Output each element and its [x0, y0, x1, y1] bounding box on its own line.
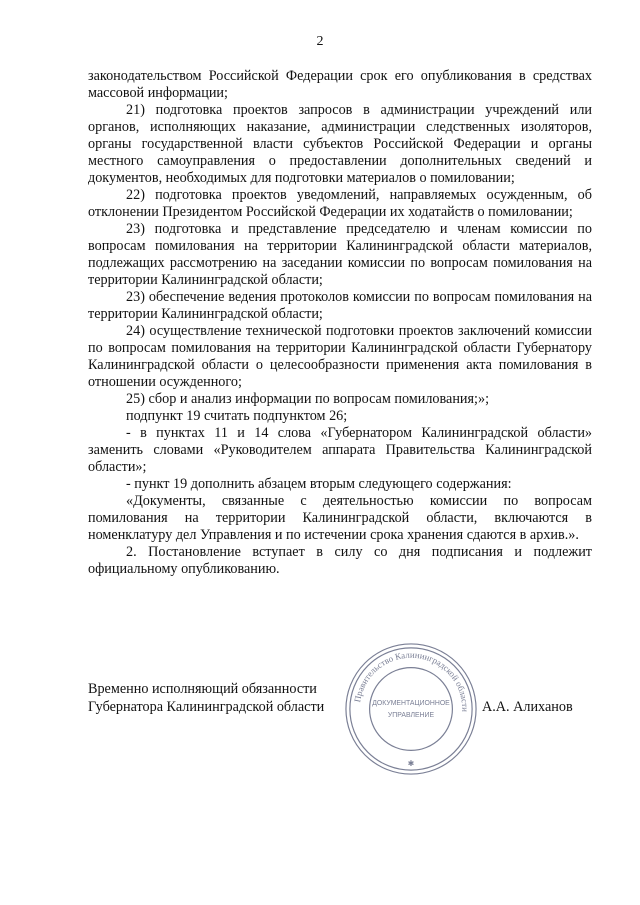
paragraph-continuation: законодательством Российской Федерации срок его опубликования в средствах массовой информации;: [88, 68, 592, 101]
signature-position-line2: Губернатора Калининградской области: [88, 699, 325, 715]
paragraph-add-clause: - пункт 19 дополнить абзацем вторым следующего содержания:: [126, 476, 512, 492]
page-number: 2: [316, 34, 324, 49]
seal-outer-ring-inner: [350, 648, 472, 770]
signature-position-line1: Временно исполняющий обязанности: [88, 681, 317, 697]
paragraph-effective-date: 2. Постановление вступает в силу со дня подписания и подлежит официальному опубликованию.: [88, 544, 592, 577]
document-body: [88, 68, 592, 578]
paragraph-replace-words: - в пунктах 11 и 14 слова «Губернатором Калининградской области» заменить словами «Руководителем аппарата Правительства Калининградской области»;: [88, 425, 592, 475]
signer-name: А.А. Алиханов: [482, 699, 573, 715]
paragraph-item-24: 24) осуществление технической подготовки проектов заключений комиссии по вопросам помилования на территории Калининградской области Губернатору Калининградской области о целесообразности применения акта помилования в отношении осужденного;: [88, 323, 592, 390]
seal-outer-ring: [346, 644, 476, 774]
signature-position: [88, 680, 324, 716]
paragraph-item-21: 21) подготовка проектов запросов в администрации учреждений или органов, исполняющих наказание, администрации следственных изоляторов, органы государственной власти субъектов Российской Федерации и органы местного самоуправления о предоставлении дополнительных сведений и документов, необходимых для подготовки материалов о помиловании;: [88, 102, 592, 186]
paragraph-quoted-clause: «Документы, связанные с деятельностью комиссии по вопросам помилования на территории Калининградской области, включаются в номенклатуру дел Управления и по истечении срока хранения сдаются в архив.».: [88, 493, 592, 543]
paragraph-item-22: 22) подготовка проектов уведомлений, направляемых осужденным, об отклонении Президентом Российской Федерации их ходатайств о помиловании;: [88, 187, 592, 220]
paragraph-item-23-protocols: 23) обеспечение ведения протоколов комиссии по вопросам помилования на территории Калининградской области;: [88, 289, 592, 322]
seal-inner-text-1: ДОКУМЕНТАЦИОННОЕ: [372, 700, 450, 708]
paragraph-item-23-materials: 23) подготовка и представление председателю и членам комиссии по вопросам помилования на территории Калининградской области материалов, подлежащих рассмотрению на заседании комиссии по вопросам помилования на территории Калининградской области;: [88, 221, 592, 288]
paragraph-renumber: подпункт 19 считать подпунктом 26;: [126, 408, 348, 424]
official-seal-stamp: [342, 640, 480, 778]
seal-inner-ring: [370, 668, 453, 751]
seal-arc-text: Правительство Калининградской области: [352, 649, 471, 712]
seal-inner-text-2: УПРАВЛЕНИЕ: [387, 711, 435, 719]
paragraph-item-25: 25) сбор и анализ информации по вопросам помилования;»;: [126, 391, 490, 407]
seal-star-icon: ✱: [407, 759, 415, 769]
